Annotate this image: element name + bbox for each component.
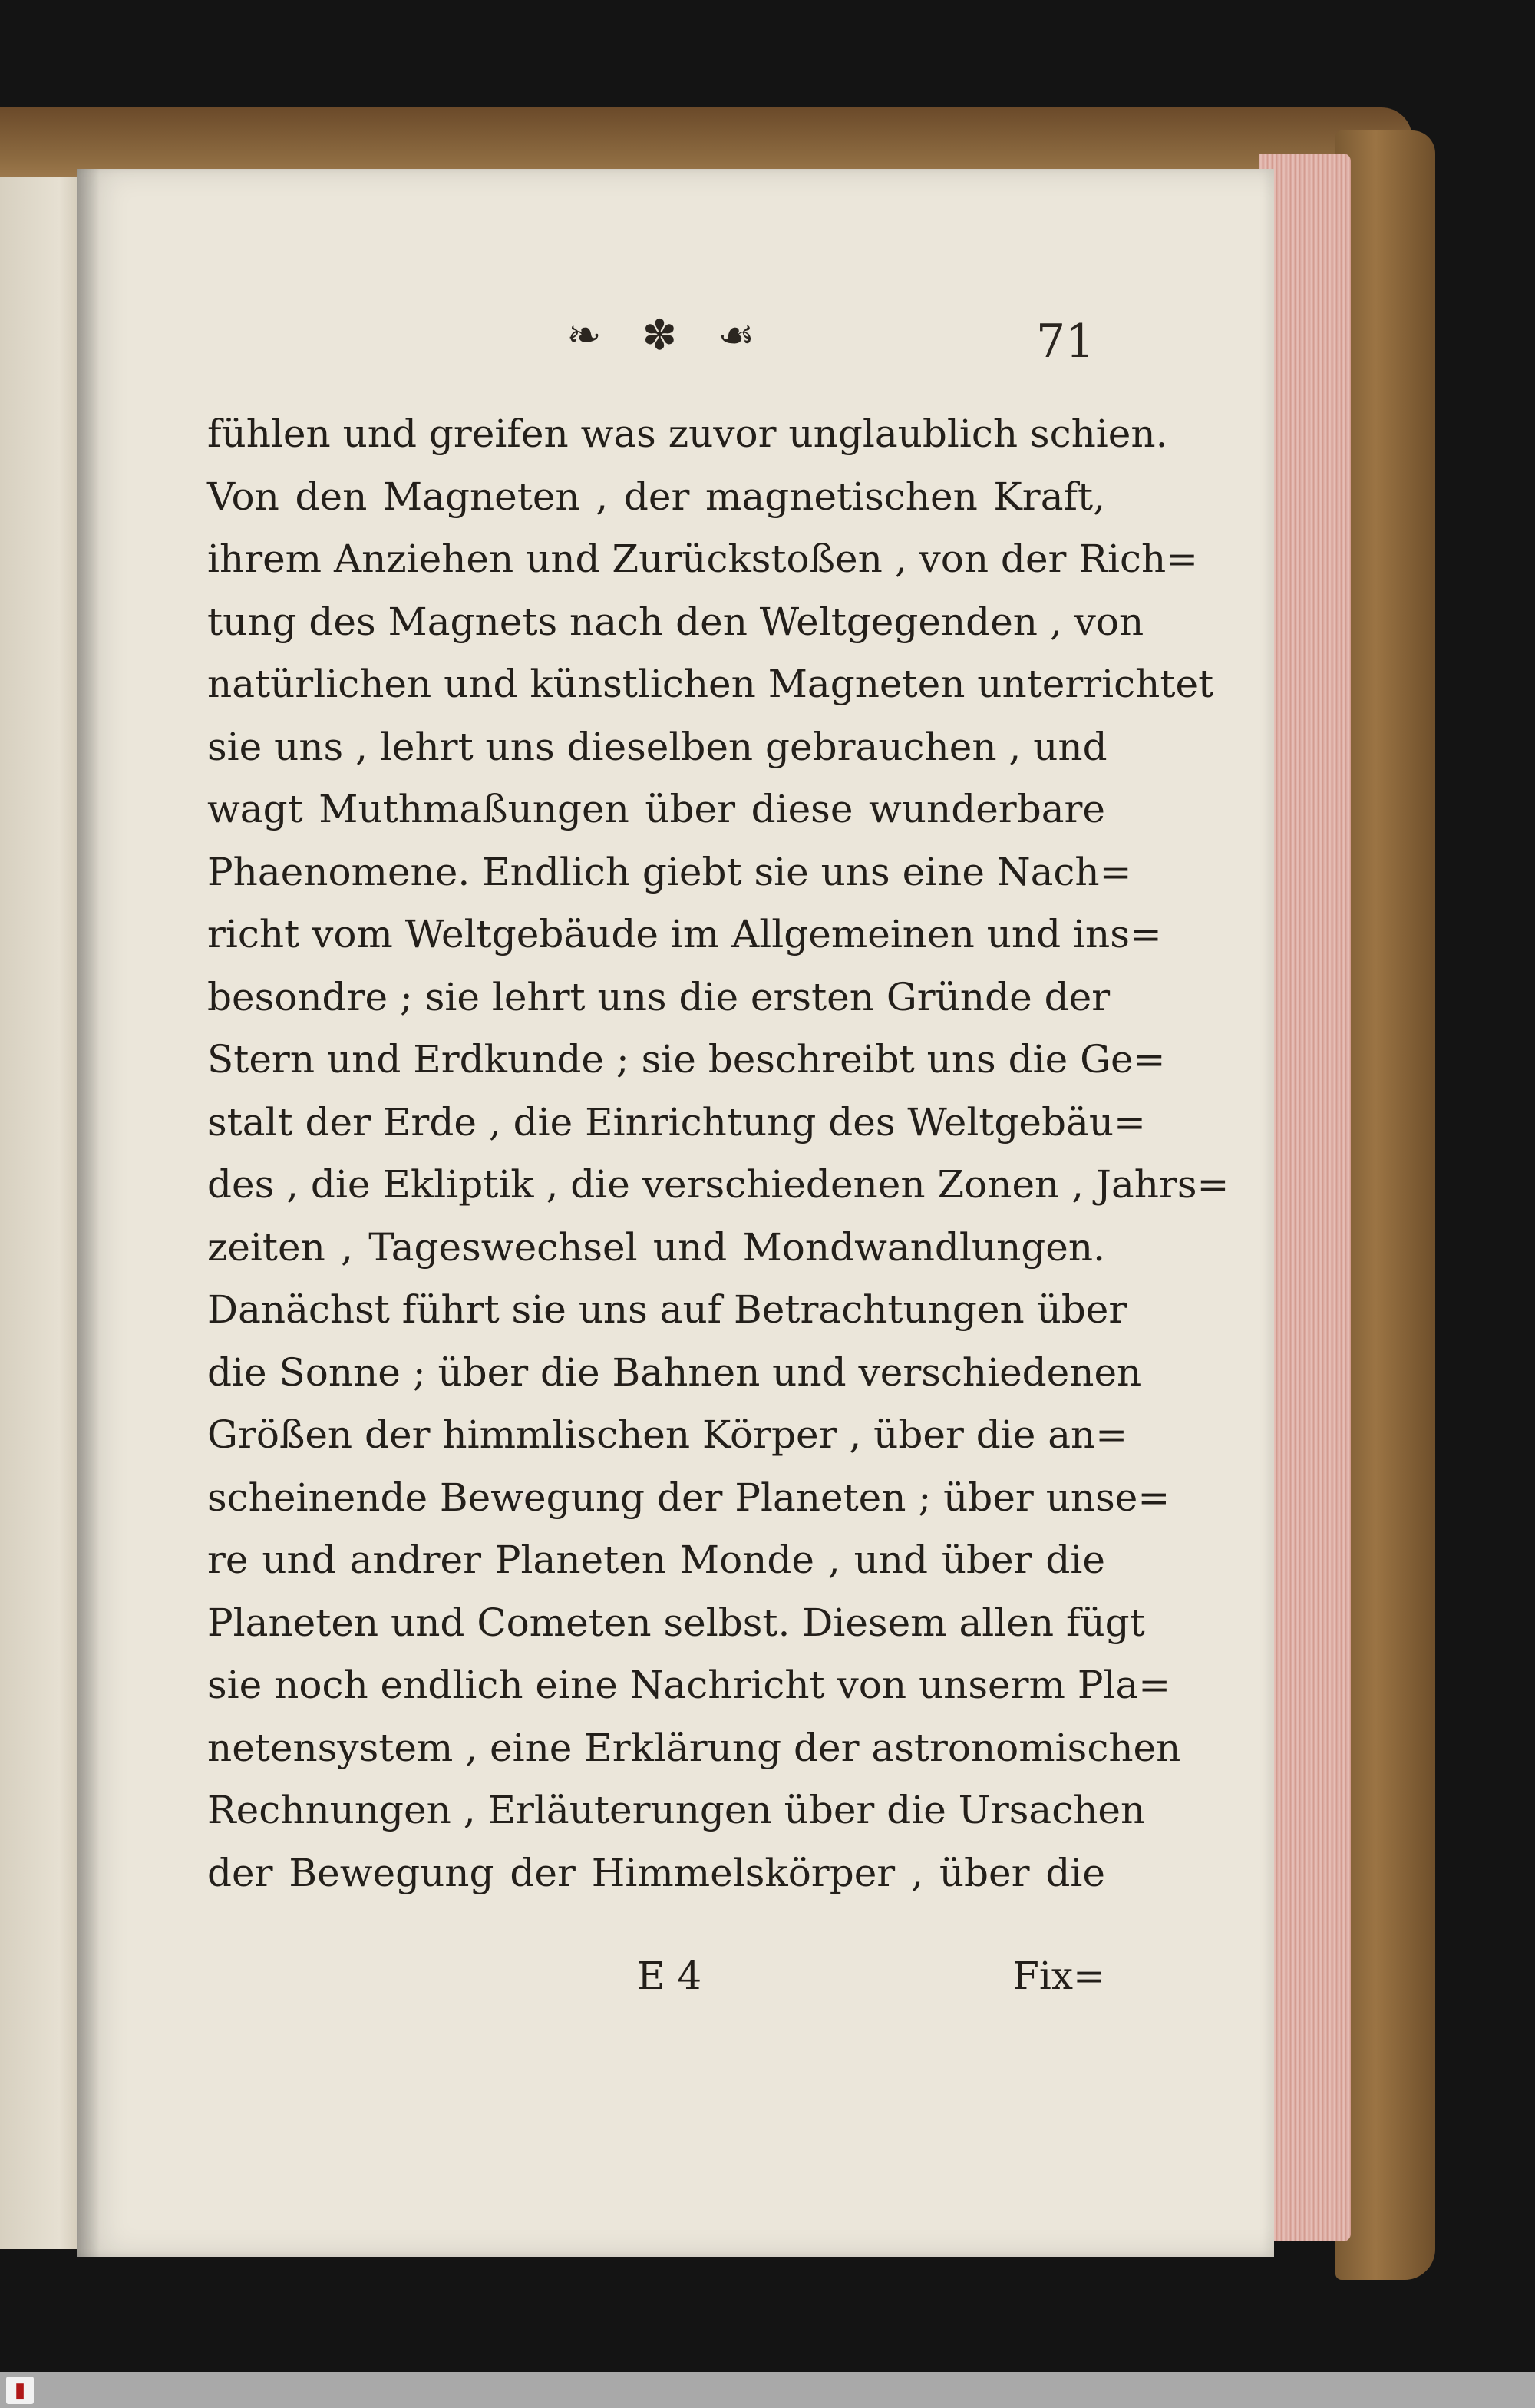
- text-line: die Sonne ; über die Bahnen und verschiedenen: [207, 1349, 1142, 1395]
- text-line: Danächst führt sie uns auf Betrachtungen über: [207, 1287, 1127, 1332]
- header-ornament: ❧ ✽ ☙: [566, 311, 769, 359]
- text-line: natürlichen und künstlichen Magneten unterrichtet: [207, 662, 1214, 706]
- page-number: 71: [1036, 315, 1095, 368]
- viewer-bottom-bar: [0, 2372, 1535, 2408]
- text-line: Stern und Erdkunde ; sie beschreibt uns die Ge=: [207, 1037, 1166, 1082]
- text-line: ihrem Anziehen und Zurückstoßen , von der Rich=: [207, 537, 1199, 581]
- text-line: sie uns , lehrt uns dieselben gebrauchen , und: [207, 724, 1108, 769]
- text-line: fühlen und greifen was zuvor unglaublich schien.: [207, 411, 1168, 456]
- text-line: netensystem , eine Erklärung der astronomischen: [207, 1725, 1181, 1770]
- text-line: wagt Muthmaßungen über diese wunderbare: [207, 787, 1105, 831]
- text-line: Von den Magneten , der magnetischen Kraft,: [207, 474, 1105, 519]
- text-line: Größen der himmlischen Körper , über die an=: [207, 1412, 1128, 1457]
- signature-mark: E 4: [637, 1954, 702, 1998]
- text-line: stalt der Erde , die Einrichtung des Weltgebäu=: [207, 1099, 1146, 1145]
- text-line: der Bewegung der Himmelskörper , über die: [207, 1850, 1105, 1895]
- text-line: Planeten und Cometen selbst. Diesem allen fügt: [207, 1600, 1145, 1645]
- text-line: sie noch endlich eine Nachricht von unserm Pla=: [207, 1663, 1171, 1707]
- text-line: richt vom Weltgebäude im Allgemeinen und ins=: [207, 912, 1162, 956]
- page-footer: [207, 1954, 1105, 2015]
- text-line: zeiten , Tageswechsel und Mondwandlungen.: [207, 1224, 1105, 1270]
- text-line: Phaenomene. Endlich giebt sie uns eine Nach=: [207, 849, 1132, 894]
- text-line: tung des Magnets nach den Weltgegenden , von: [207, 599, 1144, 644]
- text-line: re und andrer Planeten Monde , und über die: [207, 1538, 1105, 1582]
- left-page-edge: [0, 177, 84, 2249]
- library-logo-icon[interactable]: ▮: [6, 2377, 34, 2404]
- text-line: scheinende Bewegung der Planeten ; über unse=: [207, 1475, 1170, 1520]
- catchword: Fix=: [1012, 1954, 1105, 1998]
- text-line: Rechnungen , Erläuterungen über die Ursachen: [207, 1788, 1146, 1832]
- text-line: des , die Ekliptik , die verschiedenen Zonen , Jahrs=: [207, 1162, 1230, 1207]
- page-gutter-shadow: [77, 169, 100, 2257]
- text-line: besondre ; sie lehrt uns die ersten Gründe der: [207, 974, 1111, 1019]
- body-text: [207, 403, 1230, 1904]
